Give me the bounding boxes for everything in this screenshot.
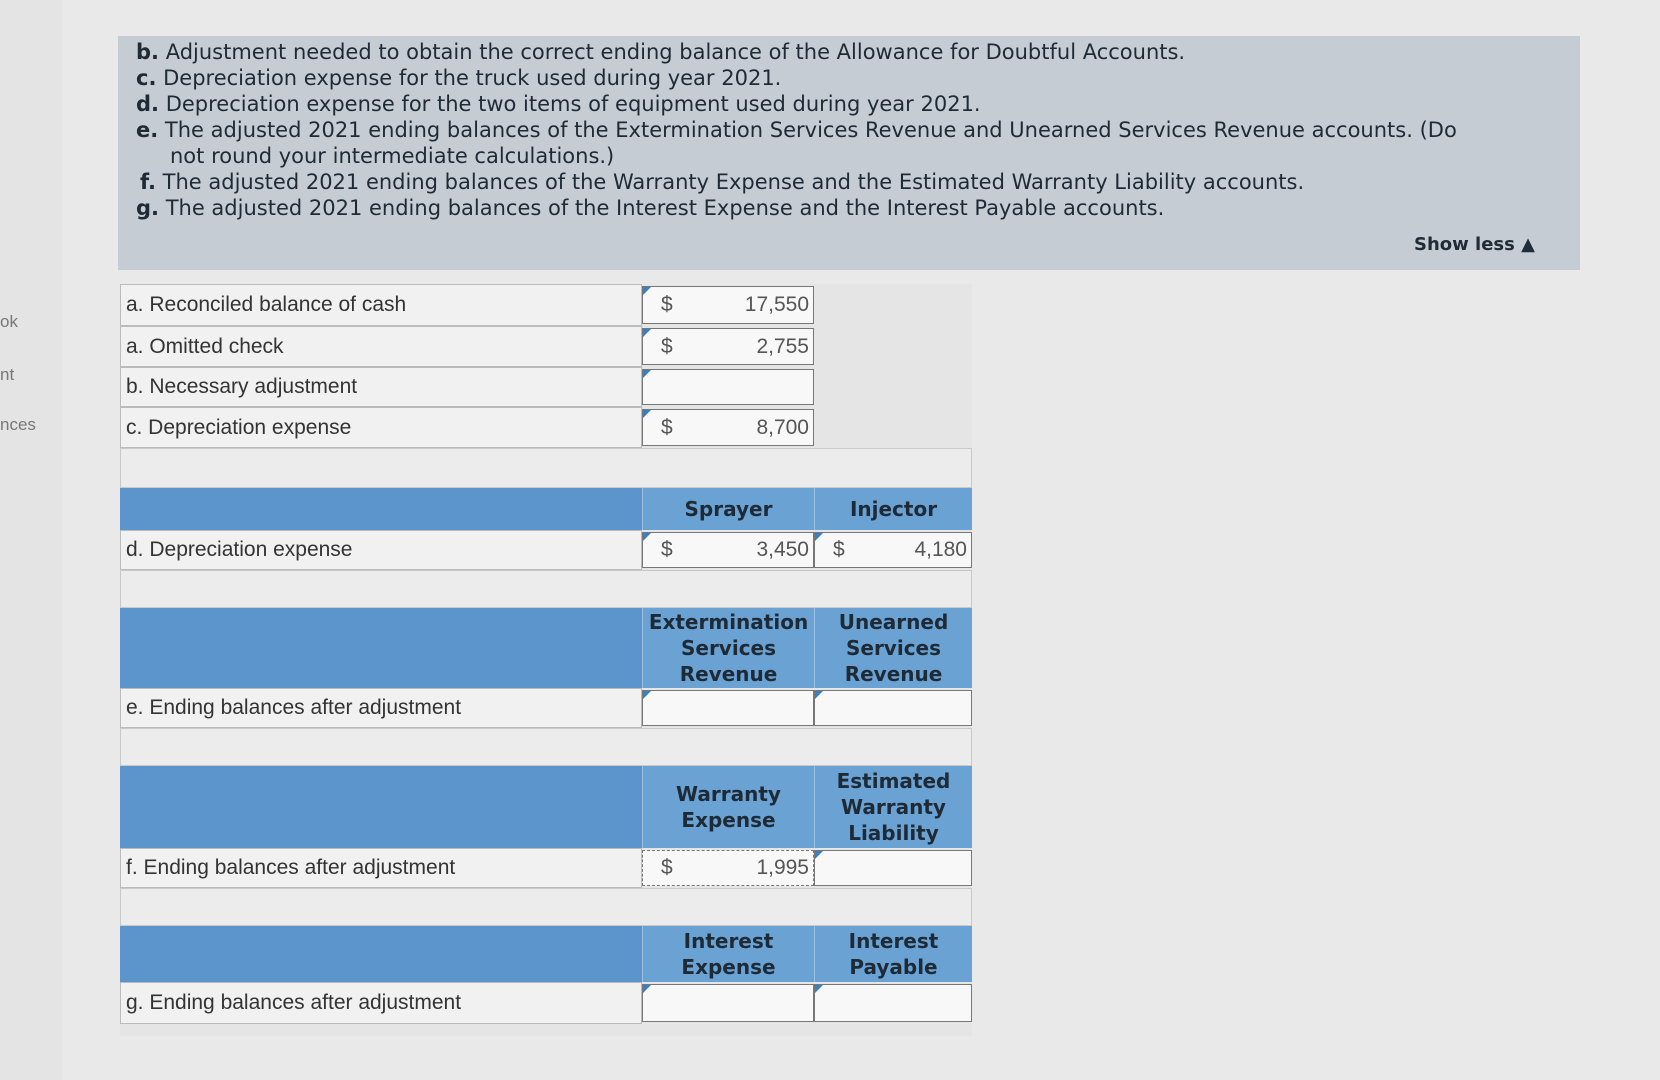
row-d-depreciation-expense bbox=[120, 530, 972, 570]
input-marker-icon bbox=[643, 533, 651, 541]
instruction-f: f. The adjusted 2021 ending balances of the Warranty Expense and the Estimated Warranty Liability accounts. bbox=[140, 170, 1305, 194]
instruction-d: d. Depreciation expense for the two items of equipment used during year 2021. bbox=[136, 92, 981, 116]
instruction-e-continued: not round your intermediate calculations.) bbox=[170, 144, 615, 168]
input-marker-icon bbox=[815, 851, 823, 859]
spacer-row bbox=[120, 728, 972, 766]
row-label: f. Ending balances after adjustment bbox=[120, 848, 642, 888]
left-navigation bbox=[0, 0, 62, 1080]
show-less-link[interactable]: Show less ▲ bbox=[1414, 234, 1535, 255]
header-unearned-services-revenue: Unearned Services Revenue bbox=[814, 608, 972, 688]
spacer-row bbox=[120, 570, 972, 608]
input-marker-icon bbox=[815, 985, 823, 993]
input-marker-icon bbox=[815, 691, 823, 699]
header-row-e bbox=[120, 608, 972, 688]
row-label: e. Ending balances after adjustment bbox=[120, 688, 642, 728]
header-blank bbox=[120, 488, 642, 530]
row-c-depreciation-expense bbox=[120, 407, 972, 448]
row-label: d. Depreciation expense bbox=[120, 530, 642, 570]
row-b-necessary-adjustment bbox=[120, 367, 972, 407]
unearned-revenue-input[interactable] bbox=[814, 690, 972, 726]
necessary-adjustment-input[interactable] bbox=[642, 369, 814, 405]
header-sprayer: Sprayer bbox=[642, 488, 814, 530]
header-extermination-services-revenue: Extermination Services Revenue bbox=[642, 608, 814, 688]
row-f-ending-balances bbox=[120, 848, 972, 888]
currency-symbol: $ bbox=[661, 856, 673, 879]
input-marker-icon bbox=[643, 691, 651, 699]
instruction-b: b. Adjustment needed to obtain the correct ending balance of the Allowance for Doubtful Accounts. bbox=[136, 40, 1186, 64]
input-marker-icon bbox=[643, 329, 651, 337]
currency-symbol: $ bbox=[661, 293, 673, 316]
header-blank bbox=[120, 926, 642, 982]
spacer-row bbox=[120, 448, 972, 488]
cell-value: 3,450 bbox=[756, 538, 809, 561]
cell-value: 17,550 bbox=[744, 293, 809, 316]
currency-symbol: $ bbox=[661, 415, 673, 439]
cell-value: 2,755 bbox=[756, 334, 809, 358]
header-estimated-warranty-liability: Estimated Warranty Liability bbox=[814, 766, 972, 848]
nav-item-references[interactable]: nces bbox=[0, 415, 36, 434]
header-interest-expense: Interest Expense bbox=[642, 926, 814, 982]
cell-value: 4,180 bbox=[914, 538, 967, 561]
injector-depreciation-input[interactable] bbox=[814, 532, 972, 568]
answer-table bbox=[120, 284, 972, 1036]
instruction-c: c. Depreciation expense for the truck used during year 2021. bbox=[136, 66, 782, 90]
row-a-omitted-check bbox=[120, 326, 972, 367]
row-label: g. Ending balances after adjustment bbox=[120, 982, 642, 1024]
omitted-check-input[interactable] bbox=[642, 328, 814, 365]
input-marker-icon bbox=[643, 985, 651, 993]
header-injector: Injector bbox=[814, 488, 972, 530]
row-a-reconciled-balance bbox=[120, 284, 972, 326]
header-row-f bbox=[120, 766, 972, 848]
currency-symbol: $ bbox=[833, 538, 845, 561]
currency-symbol: $ bbox=[661, 538, 673, 561]
header-interest-payable: Interest Payable bbox=[814, 926, 972, 982]
header-row-g bbox=[120, 926, 972, 982]
header-blank bbox=[120, 608, 642, 688]
instructions-box bbox=[118, 36, 1580, 270]
truck-depreciation-input[interactable] bbox=[642, 409, 814, 446]
cell-value: 8,700 bbox=[756, 415, 809, 439]
header-warranty-expense: Warranty Expense bbox=[642, 766, 814, 848]
input-marker-icon bbox=[643, 370, 651, 378]
row-g-ending-balances bbox=[120, 982, 972, 1024]
estimated-warranty-liability-input[interactable] bbox=[814, 850, 972, 886]
row-label: b. Necessary adjustment bbox=[120, 367, 642, 407]
instruction-e: e. The adjusted 2021 ending balances of the Extermination Services Revenue and Unearned Services Revenue accounts. (Do bbox=[136, 118, 1457, 142]
nav-item-book[interactable]: ok bbox=[0, 312, 18, 331]
row-label: a. Omitted check bbox=[120, 326, 642, 367]
cell-value: 1,995 bbox=[756, 856, 809, 879]
sprayer-depreciation-input[interactable] bbox=[642, 532, 814, 568]
instruction-g: g. The adjusted 2021 ending balances of the Interest Expense and the Interest Payable accounts. bbox=[136, 196, 1165, 220]
row-e-ending-balances bbox=[120, 688, 972, 728]
input-marker-icon bbox=[643, 287, 651, 295]
input-marker-icon bbox=[643, 410, 651, 418]
warranty-expense-input[interactable] bbox=[642, 850, 814, 886]
interest-expense-input[interactable] bbox=[642, 984, 814, 1022]
input-marker-icon bbox=[815, 533, 823, 541]
nav-item-print[interactable]: nt bbox=[0, 365, 15, 384]
row-label: a. Reconciled balance of cash bbox=[120, 284, 642, 326]
currency-symbol: $ bbox=[661, 334, 673, 358]
extermination-revenue-input[interactable] bbox=[642, 690, 814, 726]
header-row-d bbox=[120, 488, 972, 530]
row-label: c. Depreciation expense bbox=[120, 407, 642, 448]
header-blank bbox=[120, 766, 642, 848]
interest-payable-input[interactable] bbox=[814, 984, 972, 1022]
spacer-row bbox=[120, 888, 972, 926]
reconciled-balance-input[interactable] bbox=[642, 286, 814, 324]
